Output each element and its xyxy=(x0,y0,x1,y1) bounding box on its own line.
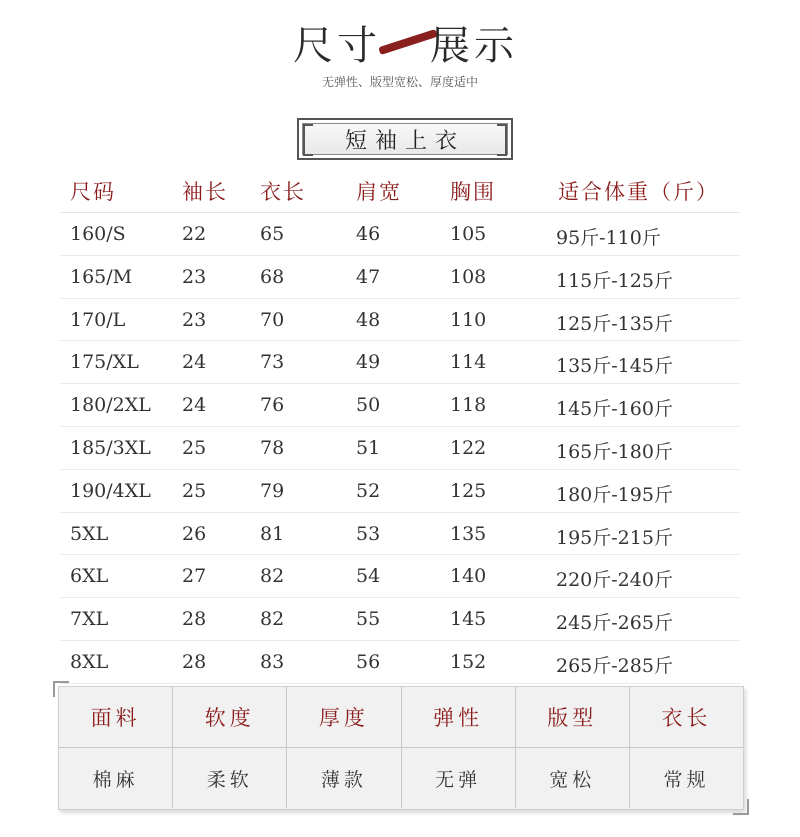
table-row xyxy=(60,256,740,299)
cell-length: 81 xyxy=(260,522,285,545)
size-table-header xyxy=(60,170,740,213)
table-row xyxy=(60,555,740,598)
cell-weight: 95斤-110斤 xyxy=(556,227,661,249)
cell-sleeve: 22 xyxy=(182,223,207,245)
cell-size: 7XL xyxy=(70,608,109,631)
section-badge: 短袖上衣 xyxy=(297,118,513,160)
cell-shoulder: 47 xyxy=(356,265,381,288)
table-row xyxy=(60,470,740,513)
material-header-fit: 版型 xyxy=(516,687,630,747)
cell-shoulder: 46 xyxy=(356,223,381,245)
material-value-softness: 柔软 xyxy=(173,748,287,808)
cell-sleeve: 26 xyxy=(182,522,207,545)
table-row xyxy=(60,341,740,384)
cell-length: 83 xyxy=(260,650,285,673)
cell-shoulder: 56 xyxy=(356,650,381,673)
cell-chest: 110 xyxy=(450,308,487,331)
cell-weight: 265斤-285斤 xyxy=(556,654,673,677)
cell-shoulder: 51 xyxy=(356,436,381,459)
cell-sleeve: 23 xyxy=(182,308,207,331)
material-value-length: 常规 xyxy=(663,768,710,791)
material-header-softness: 软度 xyxy=(173,687,287,747)
cell-chest: 125 xyxy=(450,479,487,502)
cell-length: 65 xyxy=(260,223,285,245)
cell-size: 5XL xyxy=(70,522,109,545)
cell-length: 73 xyxy=(260,351,285,374)
table-row xyxy=(60,384,740,427)
table-row xyxy=(60,427,740,470)
size-table-body xyxy=(60,213,740,684)
cell-length: 70 xyxy=(260,308,285,331)
material-header-length: 衣长 xyxy=(661,706,712,730)
material-value-fit: 宽松 xyxy=(516,748,630,808)
cell-weight: 115斤-125斤 xyxy=(556,269,673,292)
cell-shoulder: 52 xyxy=(356,479,381,502)
cell-chest: 135 xyxy=(450,522,487,545)
page-header xyxy=(0,0,800,110)
cell-size: 165/M xyxy=(70,265,133,288)
material-header-thickness: 厚度 xyxy=(287,687,401,747)
table-row xyxy=(60,299,740,342)
cell-shoulder: 49 xyxy=(356,351,381,374)
cell-chest: 145 xyxy=(450,608,487,631)
cell-size: 185/3XL xyxy=(70,436,151,459)
corner-ornament xyxy=(733,799,749,815)
page-title-left: 尺寸 xyxy=(293,23,381,69)
column-header-shoulder: 肩宽 xyxy=(356,180,402,204)
cell-length: 82 xyxy=(260,565,285,588)
cell-chest: 105 xyxy=(450,223,487,245)
material-table-values xyxy=(59,747,743,808)
material-table xyxy=(58,686,744,810)
cell-chest: 114 xyxy=(450,351,487,374)
brush-stroke-decoration xyxy=(378,29,438,55)
cell-length: 78 xyxy=(260,436,285,459)
cell-shoulder: 50 xyxy=(356,394,381,417)
page-title-right: 展示 xyxy=(430,23,518,69)
column-header-length: 衣长 xyxy=(260,180,306,204)
cell-size: 170/L xyxy=(70,308,126,331)
cell-length: 79 xyxy=(260,479,285,502)
cell-weight: 245斤-265斤 xyxy=(556,612,673,635)
material-header-elasticity: 弹性 xyxy=(402,687,516,747)
table-row xyxy=(60,513,740,556)
column-header-sleeve: 袖长 xyxy=(182,180,228,204)
cell-size: 190/4XL xyxy=(70,479,151,502)
cell-length: 76 xyxy=(260,394,285,417)
cell-shoulder: 54 xyxy=(356,565,381,588)
cell-chest: 118 xyxy=(450,394,487,417)
column-header-size: 尺码 xyxy=(70,180,116,204)
cell-weight: 145斤-160斤 xyxy=(556,398,673,421)
cell-sleeve: 28 xyxy=(182,650,207,673)
table-row xyxy=(60,598,740,641)
cell-sleeve: 25 xyxy=(182,479,207,502)
material-value-elasticity: 无弹 xyxy=(402,748,516,808)
cell-shoulder: 48 xyxy=(356,308,381,331)
cell-size: 6XL xyxy=(70,565,109,588)
cell-chest: 108 xyxy=(450,265,487,288)
material-table-header xyxy=(59,687,743,747)
cell-weight: 195斤-215斤 xyxy=(556,526,673,549)
material-value-fabric: 棉麻 xyxy=(59,748,173,808)
cell-shoulder: 53 xyxy=(356,522,381,545)
cell-weight: 125斤-135斤 xyxy=(556,312,673,335)
corner-ornament xyxy=(53,681,69,697)
cell-weight: 135斤-145斤 xyxy=(556,355,673,378)
table-row xyxy=(60,641,740,684)
cell-sleeve: 23 xyxy=(182,265,207,288)
column-header-weight: 适合体重（斤） xyxy=(558,180,719,204)
cell-weight: 180斤-195斤 xyxy=(556,483,673,506)
cell-size: 8XL xyxy=(70,650,109,673)
cell-size: 175/XL xyxy=(70,351,139,374)
cell-size: 160/S xyxy=(70,223,126,245)
cell-sleeve: 24 xyxy=(182,394,207,417)
column-header-chest: 胸围 xyxy=(450,180,496,204)
material-header-fabric: 面料 xyxy=(59,687,173,747)
cell-size: 180/2XL xyxy=(70,394,151,417)
cell-chest: 122 xyxy=(450,436,487,459)
cell-sleeve: 27 xyxy=(182,565,207,588)
cell-sleeve: 28 xyxy=(182,608,207,631)
cell-chest: 152 xyxy=(450,650,487,673)
cell-length: 68 xyxy=(260,265,285,288)
table-row xyxy=(60,213,740,256)
cell-chest: 140 xyxy=(450,565,487,588)
cell-sleeve: 25 xyxy=(182,436,207,459)
material-value-thickness: 薄款 xyxy=(287,748,401,808)
cell-shoulder: 55 xyxy=(356,608,381,631)
size-table xyxy=(60,170,740,684)
page-subtitle: 无弹性、版型宽松、厚度适中 xyxy=(321,75,478,89)
cell-length: 82 xyxy=(260,608,285,631)
cell-weight: 165斤-180斤 xyxy=(556,440,673,463)
cell-sleeve: 24 xyxy=(182,351,207,374)
cell-weight: 220斤-240斤 xyxy=(556,569,673,592)
